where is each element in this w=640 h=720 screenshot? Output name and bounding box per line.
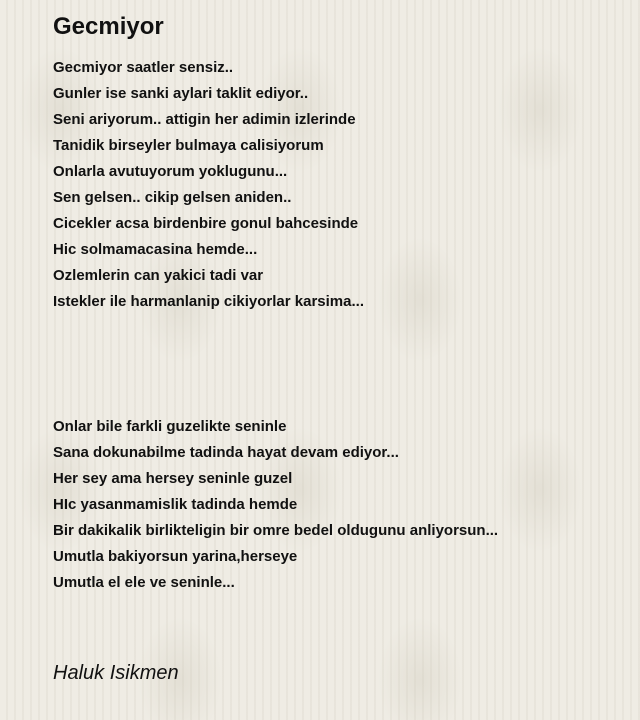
poem-line: Seni ariyorum.. attigin her adimin izlerinde (53, 111, 356, 128)
poem-line: Onlar bile farkli guzelikte seninle (53, 418, 287, 435)
poem-line: Tanidik birseyler bulmaya calisiyorum (53, 137, 324, 154)
poem-line: Bir dakikalik birlikteligin bir omre bedel oldugunu anliyorsun... (53, 522, 499, 539)
poem-line: Sana dokunabilme tadinda hayat devam ediyor... (53, 444, 399, 461)
poem-line: Gunler ise sanki aylari taklit ediyor.. (53, 85, 309, 102)
poem-line: Her sey ama hersey seninle guzel (53, 470, 293, 487)
poem-author: Haluk Isikmen (53, 662, 179, 684)
poem-line: Gecmiyor saatler sensiz.. (53, 59, 234, 76)
poem-line: Istekler ile harmanlanip cikiyorlar karsima... (53, 293, 364, 310)
poem-line: Umutla bakiyorsun yarina,herseye (53, 548, 298, 565)
poem-line: Umutla el ele ve seninle... (53, 574, 235, 591)
poem-line: Cicekler acsa birdenbire gonul bahcesinde (53, 215, 359, 232)
poem-line: Ozlemlerin can yakici tadi var (53, 267, 264, 284)
poem-line: HIc yasanmamislik tadinda hemde (53, 496, 298, 513)
stanza-1 (53, 55, 364, 315)
poem-line: Sen gelsen.. cikip gelsen aniden.. (53, 189, 292, 206)
poem-line: Onlarla avutuyorum yoklugunu... (53, 163, 288, 180)
poem-title: Gecmiyor (53, 13, 164, 40)
poem-line: Hic solmamacasina hemde... (53, 241, 258, 258)
stanza-2 (53, 414, 498, 596)
